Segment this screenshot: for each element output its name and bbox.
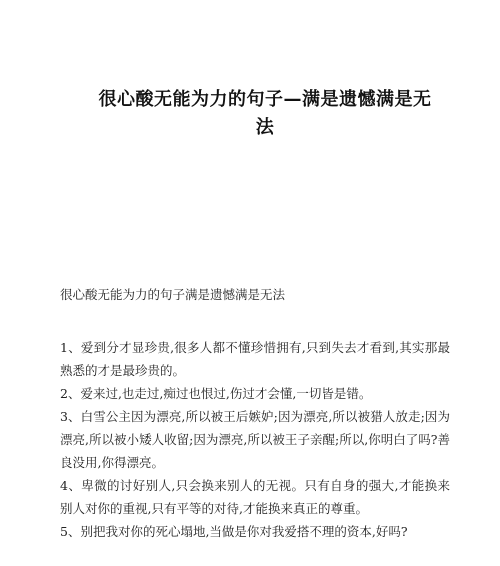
title-line-1: 很心酸无能为力的句子—满是遗憾满是无 (98, 89, 432, 110)
paragraph-3: 3、白雪公主因为漂亮,所以被王后嫉妒;因为漂亮,所以被猎人放走;因为漂亮,所以被小矮人收留;因为漂亮,所以被王子亲醒;所以,你明白了吗?善良没用,你得漂亮。 (60, 409, 450, 470)
paragraph-1: 1、爱到分才显珍贵,很多人都不懂珍惜拥有,只到失去才看到,其实那最熟悉的才是最珍贵的。 (60, 340, 450, 378)
document-title (90, 86, 440, 142)
document-subtitle: 很心酸无能为力的句子满是遗憾满是无法 (60, 287, 286, 302)
document-body (60, 336, 450, 543)
paragraph-5: 5、别把我对你的死心塌地,当做是你对我爱搭不理的资本,好吗? (60, 524, 408, 539)
title-line-2: 法 (255, 117, 275, 138)
paragraph-2: 2、爱来过,也走过,痴过也恨过,伤过才会懂,一切皆是错。 (60, 386, 372, 401)
paragraph-4: 4、卑微的讨好别人,只会换来别人的无视。只有自身的强大,才能换来别人对你的重视,只有平等的对待,才能换来真正的尊重。 (60, 478, 450, 516)
